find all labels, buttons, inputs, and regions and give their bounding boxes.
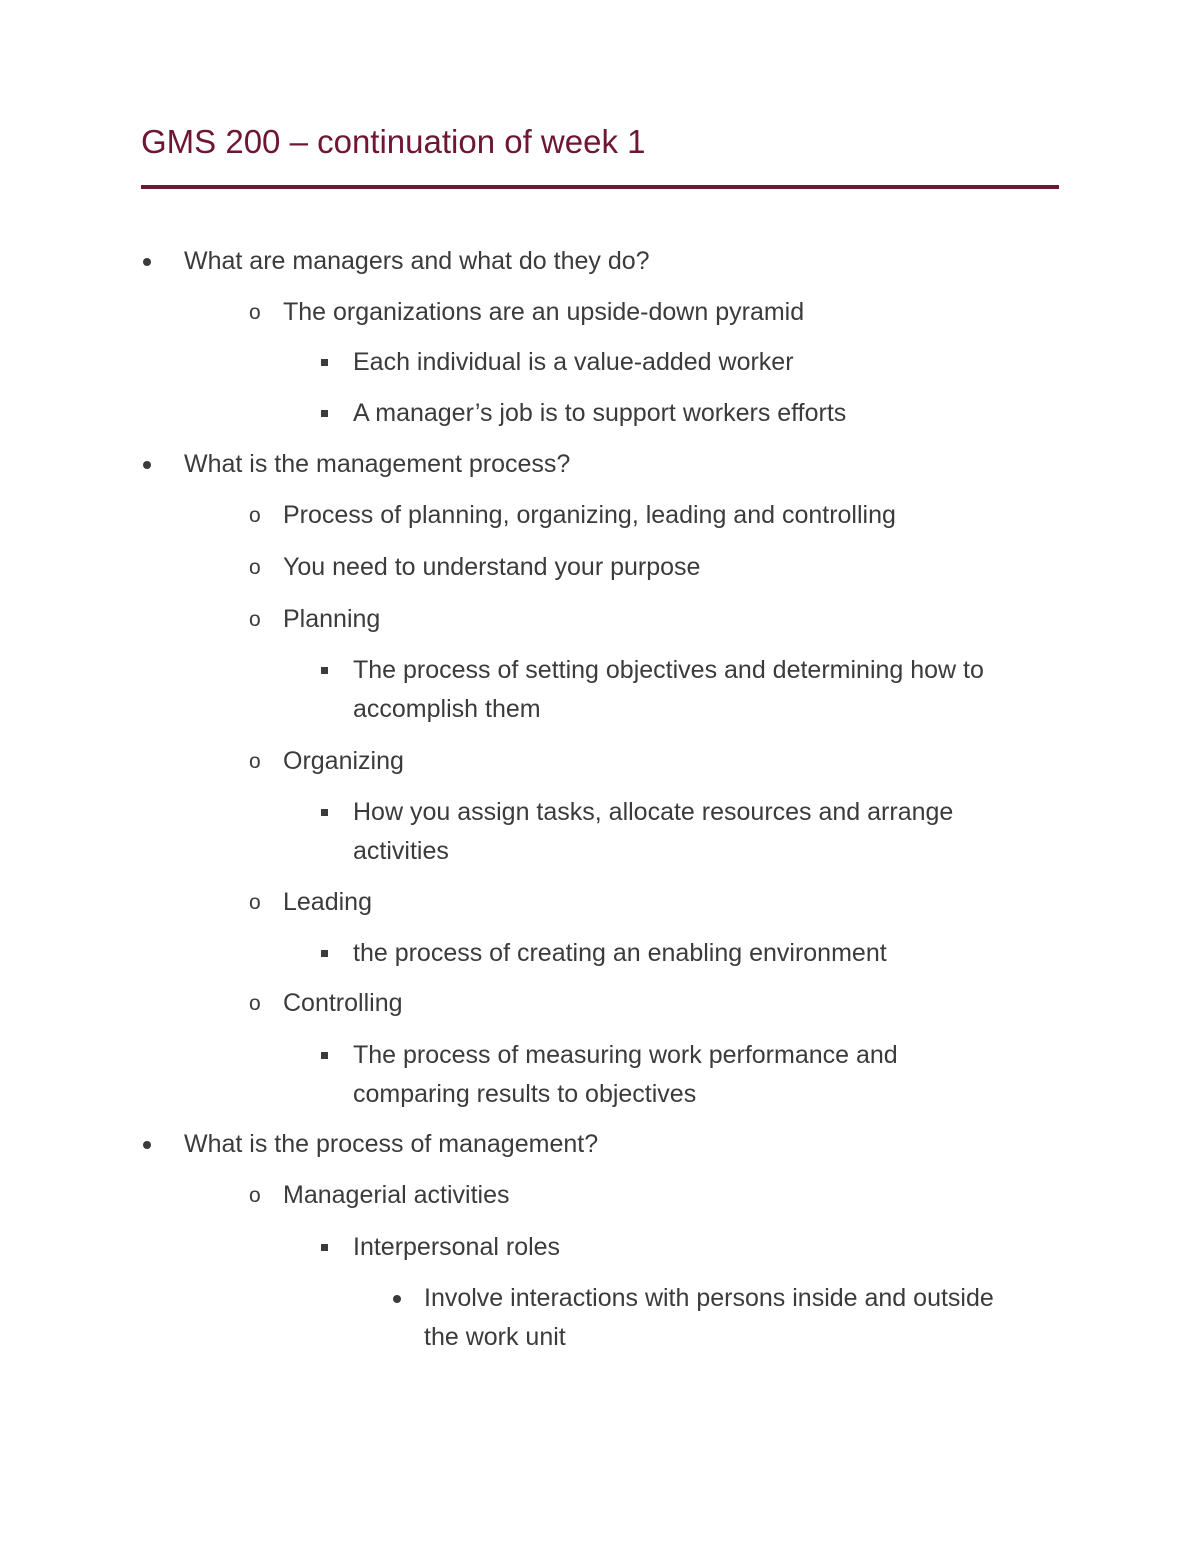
o-bullet-icon: o [249, 1184, 261, 1207]
list-item [0, 242, 1200, 281]
square-bullet-icon [321, 1052, 328, 1059]
list-item [0, 445, 1200, 484]
list-item-text: You need to understand your purpose [283, 553, 701, 581]
list-item [0, 343, 1200, 382]
square-bullet-icon [321, 410, 328, 417]
list-item-text: the work unit [424, 1323, 566, 1351]
o-bullet-icon: o [249, 556, 261, 579]
o-bullet-icon: o [249, 504, 261, 527]
list-item [0, 1279, 1200, 1357]
list-item-text: What is the process of management? [184, 1130, 599, 1158]
list-item-text: The process of measuring work performance and [353, 1041, 898, 1069]
dot-icon [143, 258, 151, 266]
list-item-text: activities [353, 837, 449, 865]
list-item-text: Process of planning, organizing, leading and controlling [283, 501, 896, 529]
square-bullet-icon [321, 667, 328, 674]
o-bullet-icon: o [249, 301, 261, 324]
list-item-text: Controlling [283, 989, 403, 1017]
list-item [0, 793, 1200, 871]
list-item [0, 934, 1200, 973]
list-item [0, 1036, 1200, 1114]
list-item-text: What is the management process? [184, 450, 571, 478]
list-item [0, 742, 1200, 781]
list-item-text: Planning [283, 605, 381, 633]
o-bullet-icon: o [249, 750, 261, 773]
square-bullet-icon [321, 809, 328, 816]
list-item-text: the process of creating an enabling environment [353, 939, 887, 967]
dot-icon [393, 1295, 401, 1303]
list-item [0, 293, 1200, 332]
list-item [0, 651, 1200, 729]
list-item [0, 1228, 1200, 1267]
list-item-text: A manager’s job is to support workers efforts [353, 399, 847, 427]
list-item-text: Each individual is a value-added worker [353, 348, 794, 376]
list-item-text: comparing results to objectives [353, 1080, 697, 1108]
list-item-text: How you assign tasks, allocate resources and arrange [353, 798, 954, 826]
square-bullet-icon [321, 950, 328, 957]
o-bullet-icon: o [249, 608, 261, 631]
list-item [0, 883, 1200, 922]
list-item [0, 984, 1200, 1023]
list-item [0, 394, 1200, 433]
list-item [0, 1125, 1200, 1164]
dot-icon [143, 461, 151, 469]
list-item-text: Managerial activities [283, 1181, 510, 1209]
list-item-text: What are managers and what do they do? [184, 247, 650, 275]
list-item [0, 548, 1200, 587]
list-item-text: Interpersonal roles [353, 1233, 561, 1261]
page-title: GMS 200 – continuation of week 1 [141, 123, 646, 160]
o-bullet-icon: o [249, 992, 261, 1015]
o-bullet-icon: o [249, 891, 261, 914]
square-bullet-icon [321, 359, 328, 366]
title-underline [141, 185, 1059, 189]
list-item-text: The organizations are an upside-down pyramid [283, 298, 805, 326]
list-item-text: Involve interactions with persons inside and outside [424, 1284, 994, 1312]
list-item [0, 600, 1200, 639]
list-item [0, 496, 1200, 535]
list-item-text: accomplish them [353, 695, 541, 723]
list-item-text: The process of setting objectives and determining how to [353, 656, 984, 684]
dot-icon [143, 1141, 151, 1149]
list-item [0, 1176, 1200, 1215]
list-item-text: Organizing [283, 747, 404, 775]
list-item-text: Leading [283, 888, 372, 916]
square-bullet-icon [321, 1244, 328, 1251]
